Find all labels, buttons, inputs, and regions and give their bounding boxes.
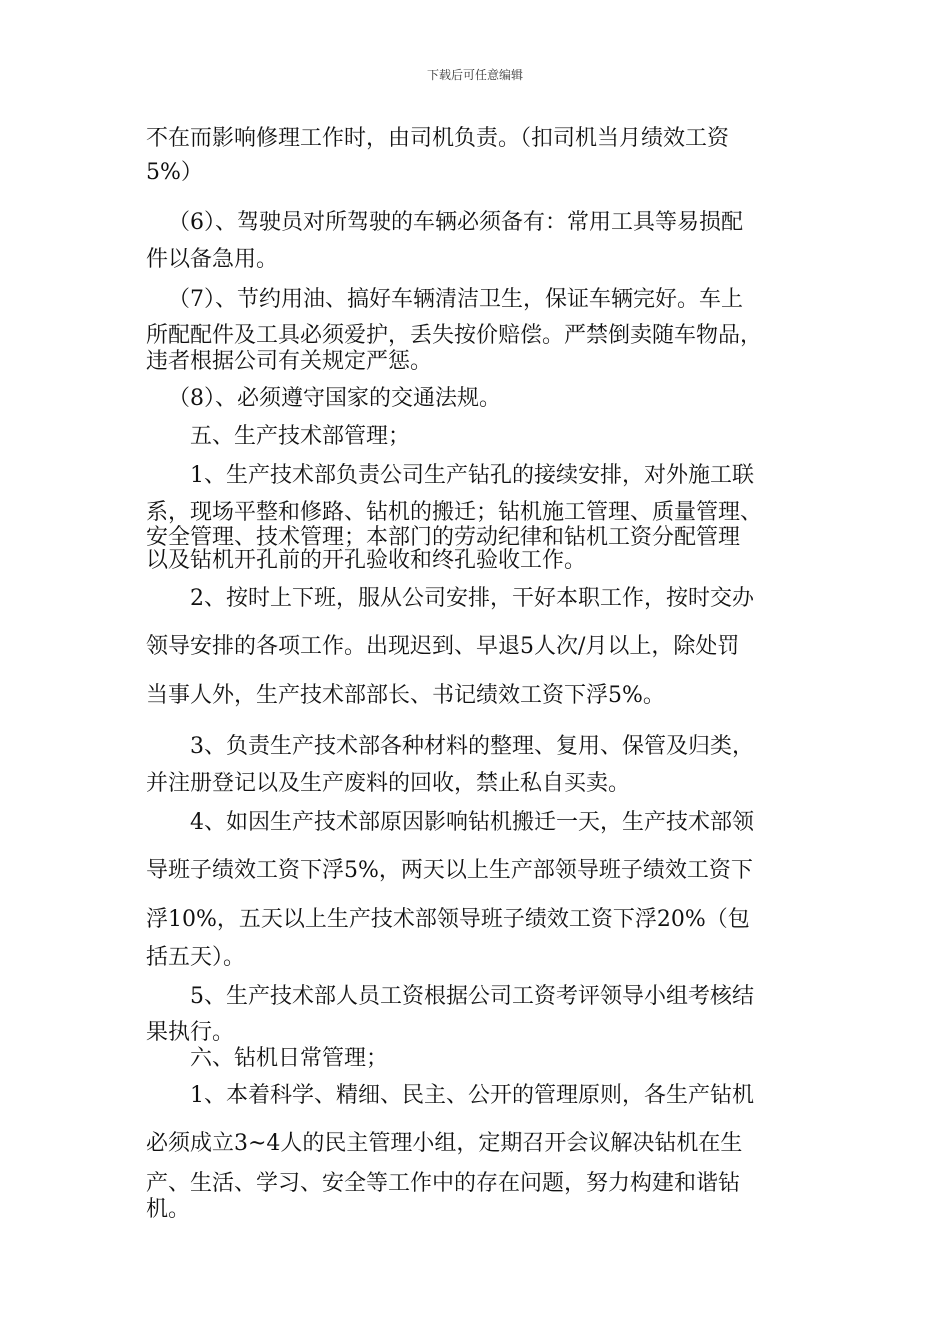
text-line: 机。	[146, 1197, 191, 1222]
page-header: 下载后可任意编辑	[426, 68, 523, 82]
text-line: 违者根据公司有关规定严惩。	[146, 349, 433, 374]
text-line: 3、负责生产技术部各种材料的整理、复用、保管及归类，	[190, 734, 754, 759]
text-line: 当事人外，生产技术部部长、书记绩效工资下浮5%。	[146, 683, 665, 708]
text-line: 1、本着科学、精细、民主、公开的管理原则，各生产钻机	[190, 1083, 754, 1108]
text-line: 以及钻机开孔前的开孔验收和终孔验收工作。	[146, 548, 587, 573]
text-line: 不在而影响修理工作时，由司机负责。（扣司机当月绩效工资	[146, 126, 730, 151]
text-line: 领导安排的各项工作。出现迟到、早退5人次/月以上，除处罚	[146, 634, 740, 659]
text-line: 安全管理、技术管理；本部门的劳动纪律和钻机工资分配管理	[146, 525, 741, 550]
text-line: （7）、节约用油、搞好车辆清洁卫生，保证车辆完好。车上	[168, 287, 743, 312]
text-line: （6）、驾驶员对所驾驶的车辆必须备有：常用工具等易损配	[168, 210, 743, 235]
text-line: 并注册登记以及生产废料的回收，禁止私自买卖。	[146, 771, 631, 796]
text-line: 导班子绩效工资下浮5%，两天以上生产部领导班子绩效工资下	[146, 858, 753, 883]
text-line: 系，现场平整和修路、钻机的搬迁；钻机施工管理、质量管理、	[146, 500, 763, 525]
text-line: 5、生产技术部人员工资根据公司工资考评领导小组考核结	[190, 984, 754, 1009]
text-line: 件以备急用。	[146, 247, 279, 272]
text-line: 果执行。	[146, 1020, 235, 1045]
text-line: 2、按时上下班，服从公司安排，干好本职工作，按时交办	[190, 586, 754, 611]
text-line: 5%）	[146, 160, 203, 185]
text-line: 浮10%，五天以上生产技术部领导班子绩效工资下浮20%（包	[146, 907, 750, 932]
text-line: 必须成立3~4人的民主管理小组，定期召开会议解决钻机在生	[146, 1131, 743, 1156]
text-line: 所配配件及工具必须爱护，丢失按价赔偿。严禁倒卖随车物品，	[146, 323, 763, 348]
section-heading: 五、生产技术部管理；	[190, 424, 411, 449]
section-heading: 六、钻机日常管理；	[190, 1046, 389, 1071]
text-line: （8）、必须遵守国家的交通法规。	[168, 386, 501, 411]
text-line: 4、如因生产技术部原因影响钻机搬迁一天，生产技术部领	[190, 810, 754, 835]
text-line: 产、生活、学习、安全等工作中的存在问题，努力构建和谐钻	[146, 1171, 741, 1196]
text-line: 括五天）。	[146, 945, 246, 970]
text-line: 1、生产技术部负责公司生产钻孔的接续安排，对外施工联	[190, 463, 754, 488]
